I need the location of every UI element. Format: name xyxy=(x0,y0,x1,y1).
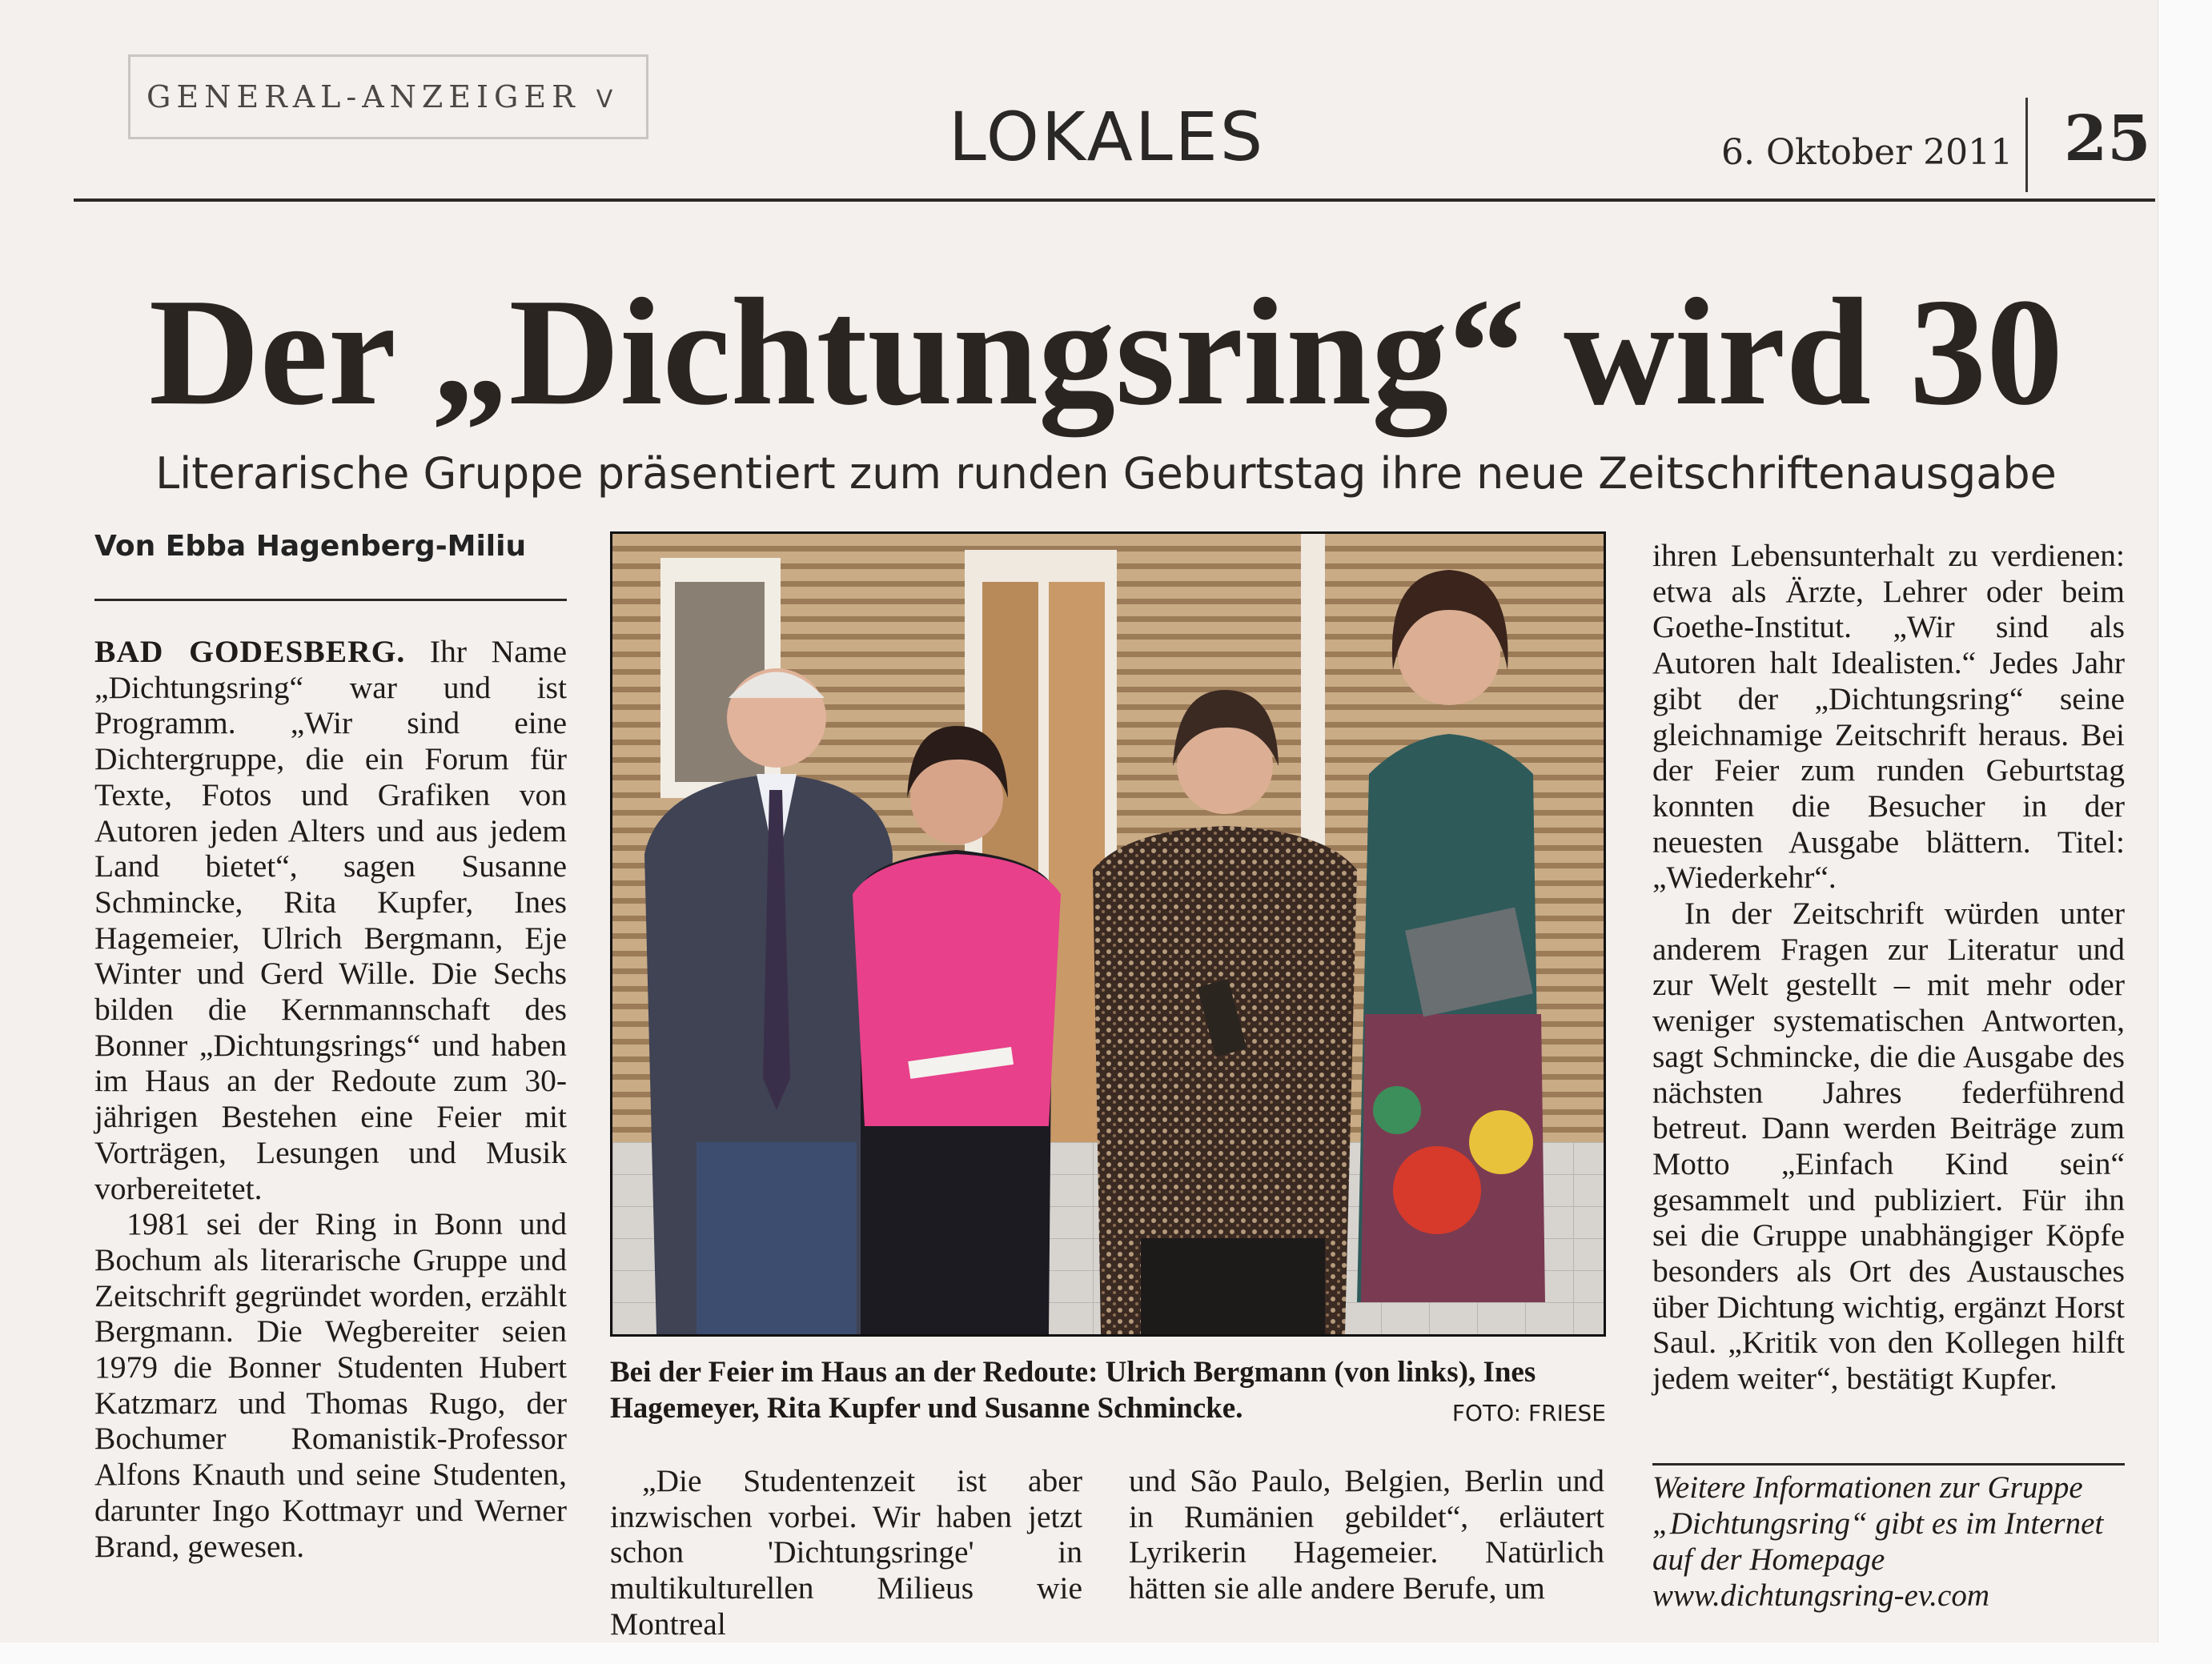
info-box: Weitere Informationen zur Gruppe „Dichtungsring“ gibt es im Internet auf der Homepage www.dichtungsring-ev.com xyxy=(1652,1470,2104,1613)
edition-mark: V xyxy=(596,86,613,114)
header-divider xyxy=(2025,98,2028,192)
article-column-1 xyxy=(94,634,567,1564)
newspaper-name: GENERAL-ANZEIGER V xyxy=(147,79,613,114)
photo-caption xyxy=(610,1354,1606,1431)
subheadline: Literarische Gruppe präsentiert zum runden Geburtstag ihre neue Zeitschriftenausgabe xyxy=(155,448,2057,499)
paragraph: ihren Lebensunterhalt zu verdienen: etwa als Ärzte, Lehrer oder beim Goethe-Institut. „Wir sind als Autoren halt Idealisten.“ Jedes Jahr gibt der „Dichtungsring“ seine gleichnamige Zeitschrift heraus. Bei der Feier zum runden Geburtstag konnten die Besucher in der neuesten Ausgabe blättern. Titel: „Wiederkehr“. xyxy=(1652,538,2125,896)
article-column-2 xyxy=(610,1463,1082,1642)
dateline: BAD GODESBERG. xyxy=(94,634,406,669)
issue-date: 6. Oktober 2011 xyxy=(1721,132,2013,173)
section-title: LOKALES xyxy=(949,98,1266,176)
headline: Der „Dichtungsring“ wird 30 xyxy=(148,267,2064,437)
info-box-rule xyxy=(1652,1463,2125,1466)
article-column-4 xyxy=(1652,538,2125,1397)
paragraph: In der Zeitschrift würden unter anderem Fragen zur Literatur und zur Welt gestellt – mit mehr oder weniger systematischen Antworten, sagt Schmincke, die die Ausgabe des nächsten Jahres federführend betreut. Dann werden Beiträge zum Motto „Einfach Kind sein“ gesammelt und publiziert. Für ihn sei die Gruppe unabhängiger Köpfe besonders als Ort des Austausches über Dichtung wichtig, ergänzt Horst Saul. „Kritik von den Kollegen hilft jedem weiter“, bestätigt Kupfer. xyxy=(1652,896,2125,1397)
caption-text: Bei der Feier im Haus an der Redoute: Ulrich Bergmann (von links), Ines Hagemeyer, Rita Kupfer und Susanne Schmincke. xyxy=(610,1356,1536,1425)
page-number: 25 xyxy=(2064,102,2151,175)
article-column-3 xyxy=(1129,1463,1604,1606)
article-photo xyxy=(610,531,1606,1337)
byline-rule xyxy=(94,599,567,601)
scan-margin-bottom xyxy=(0,1642,2212,1664)
photo-credit: FOTO: FRIESE xyxy=(1451,1400,1606,1426)
paragraph xyxy=(94,634,567,1206)
paragraph-text: Ihr Name „Dichtungsring“ war und ist Programm. „Wir sind eine Dichtergruppe, die ein Forum für Texte, Fotos und Grafiken von Autoren jeden Alters und aus jedem Land bietet“, sagen Susanne Schmincke, Rita Kupfer, Ines Hagemeier, Ulrich Bergmann, Eje Winter und Gerd Wille. Die Sechs bilden die Kernmannschaft des Bonner „Dichtungsrings“ und haben im Haus an der Redoute zum 30-jährigen Bestehen eine Feier mit Vorträgen, Lesungen und Musik vorbereitetet. xyxy=(94,634,567,1206)
masthead-box xyxy=(128,54,648,139)
scan-margin-right xyxy=(2158,0,2212,1664)
group-photo-illustration xyxy=(612,534,1604,1334)
paragraph: 1981 sei der Ring in Bonn und Bochum als literarische Gruppe und Zeitschrift gegründet worden, erzählt Bergmann. Die Wegbereiter seien 1979 die Bonner Studenten Hubert Katzmarz und Thomas Rugo, der Bochumer Romanistik-Professor Alfons Knauth und seine Studenten, darunter Ingo Kottmayr und Werner Brand, gewesen. xyxy=(94,1206,567,1564)
header-rule xyxy=(74,198,2155,202)
paragraph: und São Paulo, Belgien, Berlin und in Rumänien gebildet“, erläutert Lyrikerin Hagemeier. Natürlich hätten sie alle andere Berufe, um xyxy=(1129,1463,1604,1606)
byline: Von Ebba Hagenberg-Miliu xyxy=(94,530,527,563)
paragraph: „Die Studentenzeit ist aber inzwischen vorbei. Wir haben jetzt schon 'Dichtungsringe' in multikulturellen Milieus wie Montreal xyxy=(610,1463,1082,1642)
